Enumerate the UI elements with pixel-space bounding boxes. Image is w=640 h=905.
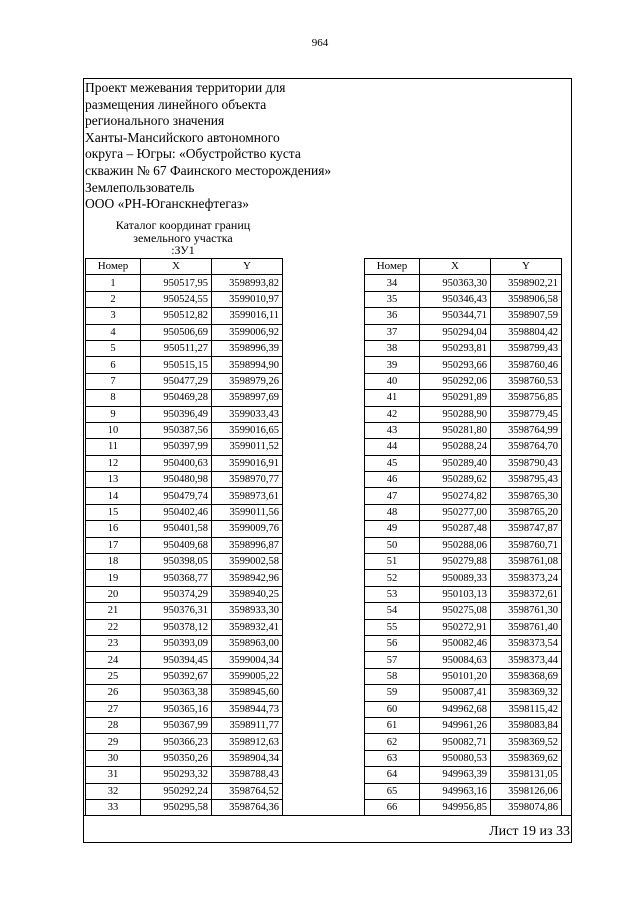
coord-x: 950397,99 [141,439,212,455]
table-row [86,554,283,570]
coord-x: 950387,56 [141,422,212,438]
point-number: 2 [86,291,141,307]
coord-x: 950080,53 [420,750,491,766]
coord-y: 3598994,90 [212,357,283,373]
coord-y: 3598764,36 [212,799,283,815]
table-row [86,750,283,766]
coord-x: 950374,29 [141,586,212,602]
coord-y: 3598369,32 [491,685,562,701]
coord-y: 3598945,60 [212,685,283,701]
table-row [86,488,283,504]
table-row [365,783,562,799]
coord-y: 3598765,30 [491,488,562,504]
point-number: 27 [86,701,141,717]
point-number: 58 [365,668,420,684]
coord-y: 3598760,53 [491,373,562,389]
table-row [86,422,283,438]
coord-y: 3599011,56 [212,504,283,520]
coord-x: 950401,58 [141,521,212,537]
point-number: 28 [86,717,141,733]
coord-y: 3598764,52 [212,783,283,799]
coord-y: 3598795,43 [491,472,562,488]
point-number: 9 [86,406,141,422]
coord-x: 950480,98 [141,472,212,488]
coord-y: 3598911,77 [212,717,283,733]
coord-x: 950277,00 [420,504,491,520]
coord-y: 3598944,73 [212,701,283,717]
coord-y: 3598942,96 [212,570,283,586]
point-number: 3 [86,308,141,324]
coord-x: 950363,30 [420,275,491,291]
table-row [86,603,283,619]
coord-y: 3599002,58 [212,554,283,570]
coord-x: 950400,63 [141,455,212,471]
coord-y: 3598373,44 [491,652,562,668]
table-row [365,767,562,783]
point-number: 37 [365,324,420,340]
caption-line: :ЗУ1 [171,243,195,258]
coord-y: 3598904,34 [212,750,283,766]
point-number: 63 [365,750,420,766]
coord-x: 949956,85 [420,799,491,815]
point-number: 10 [86,422,141,438]
point-number: 31 [86,767,141,783]
coord-x: 950398,05 [141,554,212,570]
coord-x: 950289,62 [420,472,491,488]
coord-x: 950288,06 [420,537,491,553]
table-row [86,373,283,389]
point-number: 26 [86,685,141,701]
point-number: 55 [365,619,420,635]
coord-y: 3598747,87 [491,521,562,537]
point-number: 44 [365,439,420,455]
coord-y: 3598912,63 [212,734,283,750]
point-number: 56 [365,635,420,651]
coord-y: 3598799,43 [491,340,562,356]
table-row [86,799,283,815]
coord-y: 3599016,65 [212,422,283,438]
coord-x: 950402,46 [141,504,212,520]
coord-x: 950392,67 [141,668,212,684]
coord-y: 3598372,61 [491,586,562,602]
coord-x: 950291,89 [420,390,491,406]
point-number: 47 [365,488,420,504]
coord-y: 3598115,42 [491,701,562,717]
coord-x: 950274,82 [420,488,491,504]
point-number: 66 [365,799,420,815]
point-number: 38 [365,340,420,356]
coord-x: 950289,40 [420,455,491,471]
point-number: 32 [86,783,141,799]
coord-y: 3598932,41 [212,619,283,635]
table-row [365,472,562,488]
point-number: 41 [365,390,420,406]
coord-y: 3598996,87 [212,537,283,553]
point-number: 43 [365,422,420,438]
coord-y: 3598765,20 [491,504,562,520]
table-row [365,291,562,307]
coord-x: 950366,23 [141,734,212,750]
table-row [86,521,283,537]
point-number: 29 [86,734,141,750]
coord-x: 950292,24 [141,783,212,799]
sheet-label: Лист 19 из 33 [489,824,570,839]
column-number: Номер [365,259,420,275]
coord-x: 950288,24 [420,439,491,455]
point-number: 30 [86,750,141,766]
table-row [86,324,283,340]
coord-x: 950524,55 [141,291,212,307]
coord-y: 3598373,54 [491,635,562,651]
coord-y: 3599016,11 [212,308,283,324]
coord-x: 950103,13 [420,586,491,602]
coord-y: 3598993,82 [212,275,283,291]
point-number: 5 [86,340,141,356]
coord-x: 950393,09 [141,635,212,651]
coord-x: 950293,81 [420,340,491,356]
coord-y: 3599004,34 [212,652,283,668]
table-row [365,537,562,553]
table-row [86,340,283,356]
column-x: X [141,259,212,275]
coord-y: 3598790,43 [491,455,562,471]
project-title-block [85,80,385,213]
coord-x: 950365,16 [141,701,212,717]
coord-x: 950394,45 [141,652,212,668]
coord-y: 3599016,91 [212,455,283,471]
coord-y: 3599011,52 [212,439,283,455]
table-header-row [365,259,562,275]
table-row [86,472,283,488]
table-row [365,422,562,438]
coord-y: 3598996,39 [212,340,283,356]
header-line: округа – Югры: «Обустройство куста [85,146,301,162]
coord-x: 950281,80 [420,422,491,438]
header-line: Ханты-Мансийского автономного [85,129,280,145]
coordinates-table-left [85,258,283,816]
table-row [365,439,562,455]
coord-y: 3598083,84 [491,717,562,733]
table-row [86,308,283,324]
point-number: 45 [365,455,420,471]
point-number: 22 [86,619,141,635]
coord-y: 3598369,52 [491,734,562,750]
coord-x: 950293,32 [141,767,212,783]
table-row [365,390,562,406]
coord-x: 950376,31 [141,603,212,619]
coord-y: 3598779,45 [491,406,562,422]
point-number: 1 [86,275,141,291]
coordinates-table-right [364,258,562,816]
coord-x: 950087,41 [420,685,491,701]
coord-y: 3598973,61 [212,488,283,504]
point-number: 49 [365,521,420,537]
table-row [86,668,283,684]
table-row [365,619,562,635]
header-line: ООО «РН-Юганскнефтегаз» [85,196,249,212]
table-row [365,308,562,324]
table-row [86,635,283,651]
coord-y: 3598761,30 [491,603,562,619]
coord-y: 3598804,42 [491,324,562,340]
point-number: 42 [365,406,420,422]
coord-x: 949963,16 [420,783,491,799]
coord-x: 950363,38 [141,685,212,701]
coord-y: 3598764,70 [491,439,562,455]
table-row [86,504,283,520]
point-number: 50 [365,537,420,553]
coord-y: 3598368,69 [491,668,562,684]
point-number: 4 [86,324,141,340]
coord-y: 3598369,62 [491,750,562,766]
point-number: 59 [365,685,420,701]
table-row [86,537,283,553]
point-number: 36 [365,308,420,324]
coord-y: 3598940,25 [212,586,283,602]
coord-x: 950477,29 [141,373,212,389]
table-row [86,586,283,602]
coord-y: 3598373,24 [491,570,562,586]
point-number: 53 [365,586,420,602]
coord-x: 950293,66 [420,357,491,373]
table-row [365,455,562,471]
table-row [365,275,562,291]
coord-y: 3598131,05 [491,767,562,783]
table-row [86,685,283,701]
table-row [365,603,562,619]
coord-x: 950367,99 [141,717,212,733]
coord-x: 950288,90 [420,406,491,422]
point-number: 34 [365,275,420,291]
table-row [365,406,562,422]
coord-y: 3598788,43 [212,767,283,783]
point-number: 65 [365,783,420,799]
catalog-caption [85,219,281,257]
coord-x: 950517,95 [141,275,212,291]
point-number: 12 [86,455,141,471]
table-row [86,619,283,635]
coord-x: 950368,77 [141,570,212,586]
table-row [365,586,562,602]
coord-x: 950469,28 [141,390,212,406]
coord-x: 950295,58 [141,799,212,815]
point-number: 18 [86,554,141,570]
column-y: Y [212,259,283,275]
table-row [86,291,283,307]
point-number: 54 [365,603,420,619]
table-row [365,488,562,504]
point-number: 19 [86,570,141,586]
point-number: 7 [86,373,141,389]
coord-x: 950409,68 [141,537,212,553]
column-y: Y [491,259,562,275]
coord-x: 950515,15 [141,357,212,373]
header-line: размещения линейного объекта [85,96,267,112]
coord-x: 950512,82 [141,308,212,324]
coord-x: 950506,69 [141,324,212,340]
point-number: 8 [86,390,141,406]
coord-y: 3599005,22 [212,668,283,684]
coord-y: 3598126,06 [491,783,562,799]
point-number: 20 [86,586,141,602]
table-row [86,275,283,291]
table-row [365,799,562,815]
point-number: 64 [365,767,420,783]
point-number: 62 [365,734,420,750]
coord-y: 3598997,69 [212,390,283,406]
coord-x: 950084,63 [420,652,491,668]
point-number: 51 [365,554,420,570]
footer-divider [83,815,572,816]
table-row [86,390,283,406]
header-line: Проект межевания территории для [85,80,286,95]
coord-y: 3598963,00 [212,635,283,651]
table-row [86,783,283,799]
point-number: 16 [86,521,141,537]
page-number: 964 [311,37,329,49]
point-number: 46 [365,472,420,488]
caption-line: Каталог координат границ [115,218,251,232]
point-number: 21 [86,603,141,619]
table-row [86,439,283,455]
coord-y: 3598760,46 [491,357,562,373]
point-number: 15 [86,504,141,520]
point-number: 39 [365,357,420,373]
point-number: 60 [365,701,420,717]
coord-x: 950279,88 [420,554,491,570]
point-number: 61 [365,717,420,733]
header-line: регионального значения [85,113,225,129]
table-row [365,324,562,340]
coord-x: 950378,12 [141,619,212,635]
coord-x: 950089,33 [420,570,491,586]
table-row [365,504,562,520]
header-line: Землепользователь [85,179,195,195]
coord-y: 3599033,43 [212,406,283,422]
point-number: 48 [365,504,420,520]
table-row [365,521,562,537]
point-number: 24 [86,652,141,668]
coord-x: 950101,20 [420,668,491,684]
coord-y: 3598902,21 [491,275,562,291]
coord-y: 3598756,85 [491,390,562,406]
coord-x: 950344,71 [420,308,491,324]
table-row [86,357,283,373]
table-row [86,455,283,471]
coord-y: 3598933,30 [212,603,283,619]
table-row [365,717,562,733]
caption-line: земельного участка [133,230,233,245]
table-row [365,570,562,586]
coord-x: 949962,68 [420,701,491,717]
table-row [365,373,562,389]
header-line: скважин № 67 Фаинского месторождения» [85,162,332,178]
point-number: 13 [86,472,141,488]
coord-y: 3598761,40 [491,619,562,635]
point-number: 11 [86,439,141,455]
table-header-row [86,259,283,275]
coord-y: 3598764,99 [491,422,562,438]
coord-y: 3598906,58 [491,291,562,307]
coord-y: 3599006,92 [212,324,283,340]
coord-x: 950346,43 [420,291,491,307]
coord-x: 950082,71 [420,734,491,750]
point-number: 6 [86,357,141,373]
coord-y: 3598979,26 [212,373,283,389]
table-row [365,734,562,750]
coord-y: 3598761,08 [491,554,562,570]
table-row [365,668,562,684]
coord-x: 950287,48 [420,521,491,537]
table-row [86,734,283,750]
table-row [86,652,283,668]
coord-y: 3599010,97 [212,291,283,307]
table-row [365,635,562,651]
coord-x: 949963,39 [420,767,491,783]
table-row [86,406,283,422]
table-row [365,554,562,570]
coord-x: 950292,06 [420,373,491,389]
table-row [365,652,562,668]
coord-x: 950082,46 [420,635,491,651]
table-row [365,685,562,701]
coord-x: 950350,26 [141,750,212,766]
coord-x: 949961,26 [420,717,491,733]
table-row [365,750,562,766]
point-number: 35 [365,291,420,307]
coord-y: 3599009,76 [212,521,283,537]
coord-y: 3598760,71 [491,537,562,553]
point-number: 40 [365,373,420,389]
column-number: Номер [86,259,141,275]
table-row [86,717,283,733]
coord-x: 950272,91 [420,619,491,635]
coord-y: 3598074,86 [491,799,562,815]
coord-y: 3598907,59 [491,308,562,324]
table-row [86,767,283,783]
point-number: 57 [365,652,420,668]
coord-x: 950511,27 [141,340,212,356]
point-number: 33 [86,799,141,815]
table-row [365,357,562,373]
point-number: 23 [86,635,141,651]
point-number: 14 [86,488,141,504]
coord-x: 950396,49 [141,406,212,422]
point-number: 25 [86,668,141,684]
table-row [86,701,283,717]
table-row [86,570,283,586]
coord-x: 950479,74 [141,488,212,504]
point-number: 17 [86,537,141,553]
column-x: X [420,259,491,275]
point-number: 52 [365,570,420,586]
table-row [365,701,562,717]
table-row [365,340,562,356]
coord-y: 3598970,77 [212,472,283,488]
coord-x: 950294,04 [420,324,491,340]
coord-x: 950275,08 [420,603,491,619]
